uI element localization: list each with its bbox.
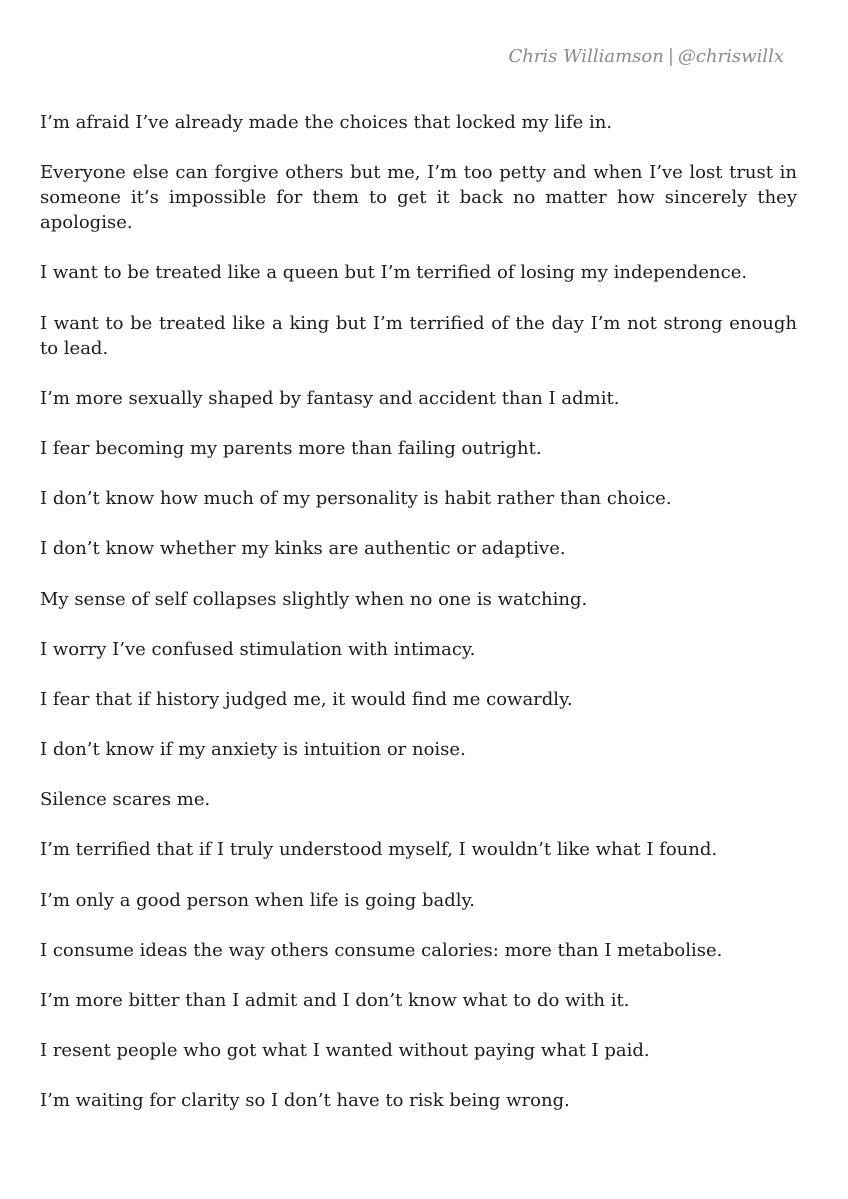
paragraph: I’m afraid I’ve already made the choices that locked my life in.: [40, 112, 613, 133]
paragraph: I’m only a good person when life is going badly.: [40, 889, 475, 911]
paragraph: Silence scares me.: [40, 789, 211, 811]
paragraph: I don’t know if my anxiety is intuition or noise.: [40, 739, 466, 761]
document-body: [40, 110, 797, 1139]
header-separator: |: [667, 46, 674, 67]
paragraph: I’m more sexually shaped by fantasy and accident than I admit.: [40, 387, 620, 409]
paragraph: I’m terrified that if I truly understood myself, I wouldn’t like what I found.: [40, 839, 718, 861]
paragraph: I don’t know whether my kinks are authentic or adaptive.: [40, 538, 566, 560]
paragraph: I want to be treated like a queen but I’m terrified of losing my independence.: [40, 262, 748, 284]
paragraph: I consume ideas the way others consume calories: more than I metabolise.: [40, 939, 723, 961]
paragraph: I resent people who got what I wanted without paying what I paid.: [40, 1040, 650, 1062]
paragraph: My sense of self collapses slightly when no one is watching.: [40, 588, 588, 610]
author-handle: @chriswillx: [677, 46, 784, 67]
author-name: Chris Williamson: [508, 46, 664, 67]
paragraph: I don’t know how much of my personality is habit rather than choice.: [40, 488, 672, 510]
paragraph: I’m waiting for clarity so I don’t have to risk being wrong.: [40, 1090, 570, 1112]
paragraph: I’m more bitter than I admit and I don’t know what to do with it.: [40, 990, 630, 1011]
paragraph: Everyone else can forgive others but me, I’m too petty and when I’ve lost trust in someone it’s impossible for them to get it back no matter how sincerely they apologise.: [40, 162, 797, 234]
paragraph: I fear becoming my parents more than failing outright.: [40, 437, 542, 459]
paragraph: I worry I’ve confused stimulation with intimacy.: [40, 638, 476, 660]
paragraph: I want to be treated like a king but I’m terrified of the day I’m not strong enough to lead.: [40, 312, 797, 359]
page-header: [508, 46, 784, 67]
paragraph: I fear that if history judged me, it would find me cowardly.: [40, 688, 573, 710]
